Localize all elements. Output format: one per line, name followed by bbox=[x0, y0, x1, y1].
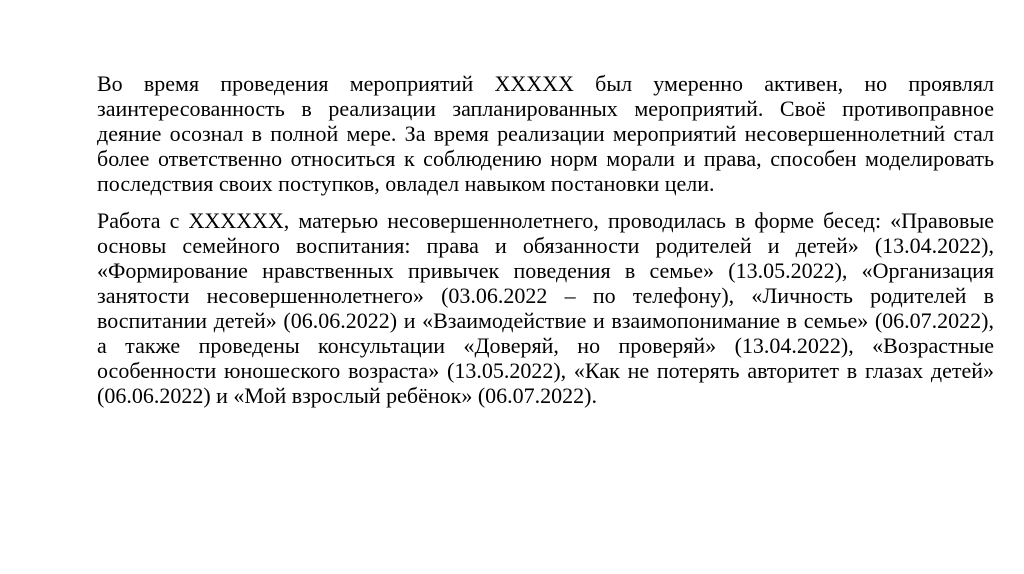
paragraph-activity-summary: Во время проведения мероприятий XXXXX был умеренно активен, но проявлял заинтересованность в реализации запланированных мероприятий. Своё противоправное деяние осознал в полной мере. За время реализации мероприятий несовершеннолетний стал более ответственно относиться к соблюдению норм морали и права, способен моделировать последствия своих поступков, овладел навыком постановки цели. bbox=[97, 71, 994, 196]
paragraph-parent-work: Работа с XXXXXX, матерью несовершеннолетнего, проводилась в форме бесед: «Правовые основы семейного воспитания: права и обязанности родителей и детей» (13.04.2022), «Формирование нравственных привычек поведения в семье» (13.05.2022), «Организация занятости несовершеннолетнего» (03.06.2022 – по телефону), «Личность родителей в воспитании детей» (06.06.2022) и «Взаимодействие и взаимопонимание в семье» (06.07.2022), а также проведены консультации «Доверяй, но проверяй» (13.04.2022), «Возрастные особенности юношеского возраста» (13.05.2022), «Как не потерять авторитет в глазах детей» (06.06.2022) и «Мой взрослый ребёнок» (06.07.2022). bbox=[97, 208, 994, 408]
document-body bbox=[97, 71, 994, 408]
